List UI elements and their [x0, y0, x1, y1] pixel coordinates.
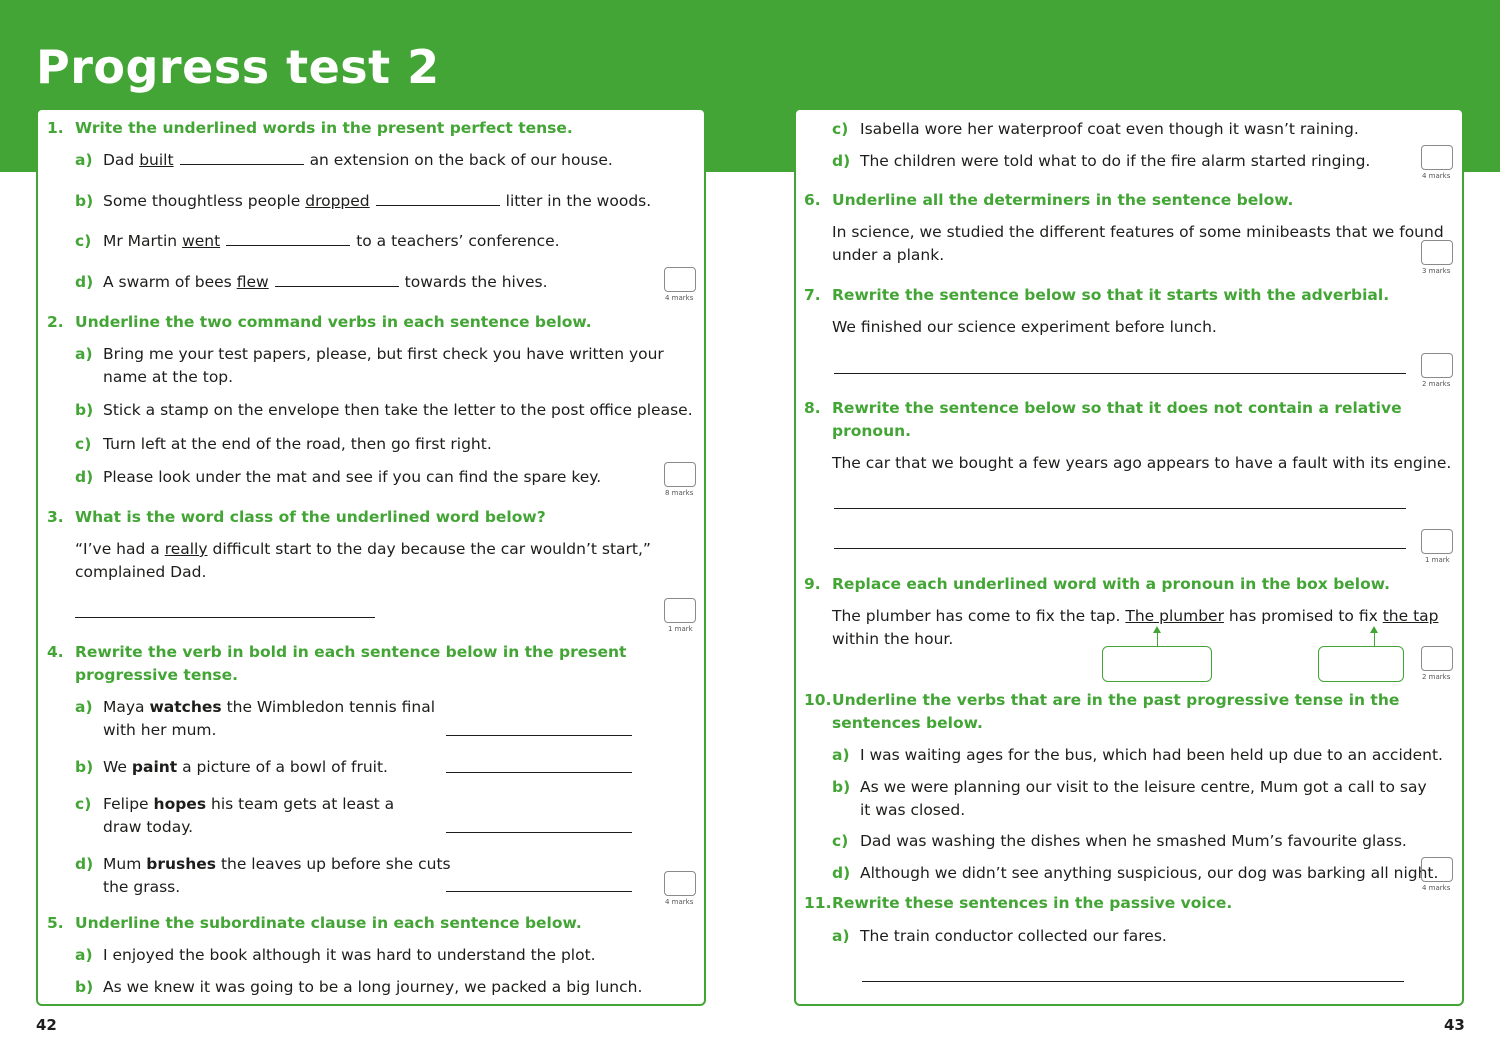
q4-item-b: b) We paint a picture of a bowl of fruit.	[75, 758, 388, 776]
page-number-left: 42	[36, 1016, 57, 1034]
marks-box[interactable]	[1421, 646, 1453, 671]
q9-heading: 9. Replace each underlined word with a pronoun in the box below.	[804, 575, 1390, 593]
q9-sentence: The plumber has come to fix the tap. The plumber has promised to fix the tap	[832, 607, 1439, 625]
q5-heading: 5. Underline the subordinate clause in each sentence below.	[47, 914, 582, 932]
q2-item-c: c) Turn left at the end of the road, then go first right.	[75, 435, 492, 453]
q1-heading: 1. Write the underlined words in the present perfect tense.	[47, 119, 573, 137]
q8-heading: 8. Rewrite the sentence below so that it does not contain a relative	[804, 399, 1402, 417]
q6-heading: 6. Underline all the determiners in the sentence below.	[804, 191, 1294, 209]
q8-sentence: The car that we bought a few years ago appears to have a fault with its engine.	[832, 454, 1452, 472]
q6-sentence-line2: under a plank.	[832, 246, 945, 264]
answer-line[interactable]	[75, 617, 375, 618]
answer-line[interactable]	[862, 981, 1404, 982]
marks-label: 2 marks	[1422, 673, 1451, 681]
q5-item-c: c) Isabella wore her waterproof coat even though it wasn’t raining.	[832, 120, 1359, 138]
marks-label: 4 marks	[1422, 884, 1451, 892]
q4-item-a-line2: with her mum.	[103, 721, 217, 739]
q4-heading-line2: progressive tense.	[75, 666, 239, 684]
q10-heading-line2: sentences below.	[832, 714, 983, 732]
answer-line[interactable]	[446, 891, 632, 892]
q4-item-c: c) Felipe hopes his team gets at least a	[75, 795, 395, 813]
q3-sentence: “I’ve had a really difficult start to the day because the car wouldn’t start,”	[75, 540, 651, 558]
q10-item-b: b) As we were planning our visit to the leisure centre, Mum got a call to say	[832, 778, 1427, 796]
q4-item-a: a) Maya watches the Wimbledon tennis final	[75, 698, 436, 716]
q1-item-c: c) Mr Martin went to a teachers’ conference.	[75, 232, 560, 250]
answer-line[interactable]	[446, 735, 632, 736]
answer-line[interactable]	[446, 772, 632, 773]
answer-blank[interactable]	[376, 192, 500, 206]
q3-heading: 3. What is the word class of the underlined word below?	[47, 508, 546, 526]
q11-heading: 11.Rewrite these sentences in the passive voice.	[804, 894, 1233, 912]
marks-box[interactable]	[1421, 353, 1453, 378]
marks-label: 4 marks	[665, 294, 694, 302]
q4-item-d: d) Mum brushes the leaves up before she cuts	[75, 855, 451, 873]
arrow-stem	[1157, 631, 1158, 647]
q11-item-a: a) The train conductor collected our fares.	[832, 927, 1167, 945]
marks-box[interactable]	[664, 267, 696, 292]
q4-item-d-line2: the grass.	[103, 878, 181, 896]
q2-item-a: a) Bring me your test papers, please, but first check you have written your	[75, 345, 664, 363]
q4-heading: 4. Rewrite the verb in bold in each sentence below in the present	[47, 643, 627, 661]
marks-label: 4 marks	[1422, 172, 1451, 180]
marks-label: 3 marks	[1422, 267, 1451, 275]
marks-label: 8 marks	[665, 489, 694, 497]
marks-box[interactable]	[664, 871, 696, 896]
pronoun-box[interactable]	[1318, 646, 1404, 682]
answer-line[interactable]	[834, 548, 1406, 549]
answer-line[interactable]	[446, 832, 632, 833]
q4-item-c-line2: draw today.	[103, 818, 194, 836]
q10-item-c: c) Dad was washing the dishes when he smashed Mum’s favourite glass.	[832, 832, 1407, 850]
marks-label: 2 marks	[1422, 380, 1451, 388]
q1-item-b: b) Some thoughtless people dropped litter in the woods.	[75, 192, 652, 210]
answer-blank[interactable]	[275, 273, 399, 287]
page-title: Progress test 2	[36, 40, 440, 94]
q7-sentence: We finished our science experiment before lunch.	[832, 318, 1217, 336]
answer-line[interactable]	[834, 508, 1406, 509]
q10-item-d: d) Although we didn’t see anything suspicious, our dog was barking all night.	[832, 864, 1439, 882]
q3-sentence-line2: complained Dad.	[75, 563, 207, 581]
marks-box[interactable]	[1421, 145, 1453, 170]
page-number-right: 43	[1444, 1016, 1465, 1034]
answer-blank[interactable]	[180, 151, 304, 165]
marks-box[interactable]	[1421, 529, 1453, 554]
q5-item-b: b) As we knew it was going to be a long journey, we packed a big lunch.	[75, 978, 643, 996]
marks-label: 1 mark	[668, 625, 693, 633]
q1-item-a: a) Dad built an extension on the back of our house.	[75, 151, 613, 169]
answer-blank[interactable]	[226, 232, 350, 246]
arrow-stem	[1374, 631, 1375, 647]
q5-item-d: d) The children were told what to do if the fire alarm started ringing.	[832, 152, 1371, 170]
q10-item-a: a) I was waiting ages for the bus, which had been held up due to an accident.	[832, 746, 1443, 764]
q2-item-b: b) Stick a stamp on the envelope then take the letter to the post office please.	[75, 401, 693, 419]
q2-heading: 2. Underline the two command verbs in each sentence below.	[47, 313, 592, 331]
q10-item-b-line2: it was closed.	[860, 801, 966, 819]
pronoun-box[interactable]	[1102, 646, 1212, 682]
q1-item-d: d) A swarm of bees flew towards the hives.	[75, 273, 548, 291]
q9-sentence-line2: within the hour.	[832, 630, 954, 648]
q5-item-a: a) I enjoyed the book although it was hard to understand the plot.	[75, 946, 596, 964]
q7-heading: 7. Rewrite the sentence below so that it starts with the adverbial.	[804, 286, 1390, 304]
marks-box[interactable]	[664, 462, 696, 487]
marks-box[interactable]	[664, 598, 696, 623]
marks-box[interactable]	[1421, 857, 1453, 882]
marks-label: 4 marks	[665, 898, 694, 906]
q2-item-a-line2: name at the top.	[103, 368, 234, 386]
q6-sentence: In science, we studied the different features of some minibeasts that we found	[832, 223, 1444, 241]
q2-item-d: d) Please look under the mat and see if you can find the spare key.	[75, 468, 602, 486]
q8-heading-line2: pronoun.	[832, 422, 912, 440]
q10-heading: 10.Underline the verbs that are in the past progressive tense in the	[804, 691, 1400, 709]
marks-box[interactable]	[1421, 240, 1453, 265]
marks-label: 1 mark	[1425, 556, 1450, 564]
answer-line[interactable]	[834, 373, 1406, 374]
